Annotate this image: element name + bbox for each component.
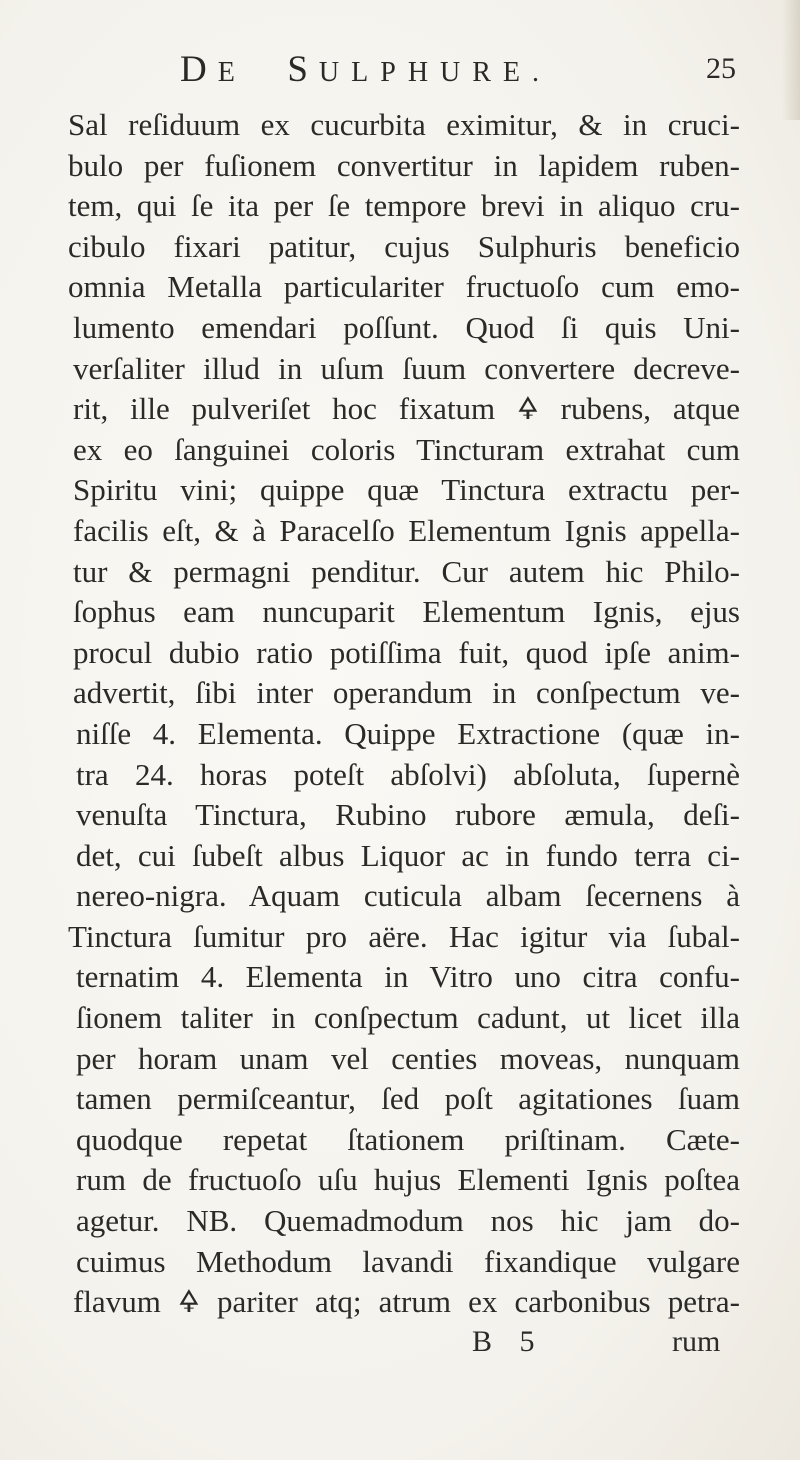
running-head	[180, 48, 551, 91]
text-line: Tinctura ſumitur pro aëre. Hac igitur via ſubal-	[68, 918, 740, 954]
text-line: tamen permiſceantur, ſed poſt agitationes ſuam	[76, 1081, 740, 1117]
text-line: det, cui ſubeſt albus Liquor ac in fundo terra ci-	[76, 837, 740, 873]
text-line: venuſta Tinctura, Rubino rubore æmula, deſi-	[76, 797, 740, 833]
body-text	[68, 105, 740, 1323]
page-footer	[0, 1325, 800, 1369]
signature-mark: B 5	[472, 1325, 545, 1358]
text-line: facilis eſt, & à Paracelſo Elementum Ignis appella-	[73, 512, 740, 548]
text-line: tur & permagni penditur. Cur autem hic Philo-	[73, 553, 740, 589]
text-line: ſophus eam nuncuparit Elementum Ignis, ejus	[73, 594, 740, 630]
text-line: rit, ille pulveriſet hoc fixatum 🜍 rubens, atque	[73, 391, 740, 427]
text-line: tem, qui ſe ita per ſe tempore brevi in aliquo cru-	[68, 188, 740, 224]
text-line: lumento emendari poſſunt. Quod ſi quis Uni-	[73, 309, 740, 345]
text-line: Sal reſiduum ex cucurbita eximitur, & in cruci-	[68, 107, 740, 142]
catchword: rum	[672, 1325, 721, 1358]
text-line: tra 24. horas poteſt abſolvi) abſoluta, ſupernè	[76, 756, 740, 792]
text-line: ſionem taliter in conſpectum cadunt, ut licet illa	[76, 1000, 740, 1036]
text-line: ternatim 4. Elementa in Vitro uno citra confu-	[76, 959, 740, 995]
text-line: per horam unam vel centies moveas, nunquam	[76, 1040, 740, 1076]
text-line: ex eo ſanguinei coloris Tincturam extrahat cum	[73, 431, 740, 467]
page-header	[0, 48, 800, 98]
text-line: rum de fructuoſo uſu hujus Elementi Ignis poſtea	[76, 1162, 740, 1198]
text-line: verſaliter illud in uſum ſuum convertere decreve-	[73, 350, 740, 386]
text-line: omnia Metalla particulariter fructuoſo cum emo-	[68, 269, 740, 305]
text-line: cibulo fixari patitur, cujus Sulphuris beneficio	[68, 228, 740, 264]
running-head-word-2: ULPHURE.	[318, 57, 552, 88]
text-line: cuimus Methodum lavandi fixandique vulgare	[76, 1243, 740, 1279]
text-line: procul dubio ratio potiſſima fuit, quod ipſe anim-	[73, 634, 740, 670]
page-number: 25	[706, 52, 736, 85]
running-head-word-1: E	[217, 57, 247, 88]
text-line: quodque repetat ſtationem priſtinam. Cæte-	[76, 1121, 740, 1157]
running-head-initial-2: S	[287, 49, 319, 90]
text-line: niſſe 4. Elementa. Quippe Extractione (quæ in-	[76, 715, 740, 751]
running-head-initial: D	[180, 49, 218, 90]
text-line: Spiritu vini; quippe quæ Tinctura extractu per-	[73, 472, 740, 508]
text-line: nereo-nigra. Aquam cuticula albam ſecernens à	[76, 878, 740, 914]
text-line: bulo per fuſionem convertitur in lapidem ruben-	[68, 147, 740, 183]
text-line: advertit, ſibi inter operandum in conſpectum ve-	[73, 675, 740, 711]
text-line: flavum 🜍 pariter atq; atrum ex carbonibus petra-	[73, 1284, 740, 1320]
text-line: agetur. NB. Quemadmodum nos hic jam do-	[76, 1203, 740, 1239]
